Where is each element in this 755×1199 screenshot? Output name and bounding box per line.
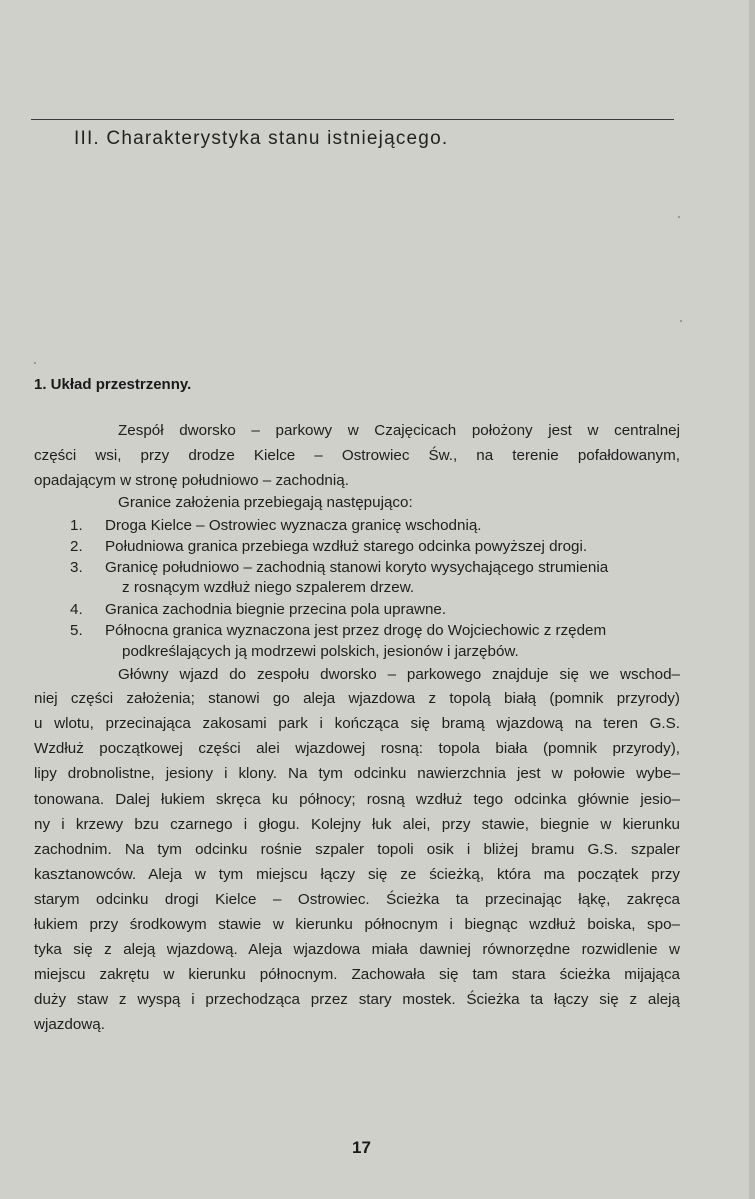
paragraph-line: tonowana. Dalej łukiem skręca ku północy; rosną wzdłuż tego odcinka głównie jesio– [34,791,680,808]
list-item-text: Granica zachodnia biegnie przecina pola uprawne. [105,601,447,618]
list-item-text: Granicę południowo – zachodnią stanowi koryto wysychającego strumienia [105,559,609,576]
chapter-title: III. Charakterystyka stanu istniejącego. [74,128,449,149]
paragraph-line: starym odcinku drogi Kielce – Ostrowiec. Ścieżka ta przecinając łąkę, zakręca [34,891,680,908]
list-item-number: 4. [70,601,83,618]
list-item-number: 2. [70,538,83,555]
scan-speck [680,320,682,322]
paragraph-line: Wzdłuż początkowej części alei wjazdowej rosną: topola biała (pomnik przyrody), [34,740,680,757]
scan-speck [34,362,36,364]
paragraph-line: ny i krzewy bzu czarnego i głogu. Kolejny łuk alei, przy stawie, biegnie w kierunku [34,816,680,833]
paragraph-line: tyka się z aleją wjazdową. Aleja wjazdowa miała dawniej równorzędne rozwidlenie w [34,941,680,958]
boundaries-intro: Granice założenia przebiegają następująco: [118,494,413,511]
list-item-number: 5. [70,622,83,639]
section-heading: 1. Układ przestrzenny. [34,376,192,393]
list-item-text: podkreślających ją modrzewi polskich, jesionów i jarzębów. [122,643,519,660]
paragraph-line: lipy drobnolistne, jesiony i klony. Na tym odcinku nawierzchnia jest w połowie wybe– [34,765,680,782]
paragraph-line: łukiem przy środkowym stawie w kierunku północnym i biegnąc wzdłuż boiska, spo– [34,916,680,933]
intro-line: opadającym w stronę południowo – zachodnią. [34,472,349,489]
list-item-number: 1. [70,517,83,534]
paragraph-line: duży staw z wyspą i przechodząca przez stary mostek. Ścieżka ta łączy się z aleją [34,991,680,1008]
scan-speck [678,216,680,218]
paragraph-line: miejscu zakrętu w kierunku północnym. Zachowała się tam stara ścieżka mijająca [34,966,680,983]
page-number: 17 [352,1138,371,1157]
list-item-text: Droga Kielce – Ostrowiec wyznacza granicę wschodnią. [105,517,482,534]
list-item-text: Północna granica wyznaczona jest przez drogę do Wojciechowic z rzędem [105,622,607,639]
list-item-number: 3. [70,559,83,576]
list-item-text: Południowa granica przebiega wzdłuż starego odcinka powyższej drogi. [105,538,588,555]
list-item-text: z rosnącym wzdłuż niego szpalerem drzew. [122,579,415,596]
intro-line: Zespół dworsko – parkowy w Czajęcicach położony jest w centralnej [118,422,680,439]
intro-line: części wsi, przy drodze Kielce – Ostrowiec Św., na terenie pofałdowanym, [34,447,680,464]
paragraph-line: u wlotu, przecinająca zakosami park i kończąca się bramą wjazdową na teren G.S. [34,715,680,732]
paragraph-line: Główny wjazd do zespołu dworsko – parkowego znajduje się we wschod– [118,666,680,683]
header-rule [31,119,674,120]
paragraph-line: niej części założenia; stanowi go aleja wjazdowa z topolą białą (pomnik przyrody) [34,690,680,707]
paragraph-line: kasztanowców. Aleja w tym miejscu łączy się ze ścieżką, która ma początek przy [34,866,680,883]
page-edge-shadow [749,0,755,1199]
paragraph-line: wjazdową. [34,1016,105,1033]
paragraph-line: zachodnim. Na tym odcinku rośnie szpaler topoli osik i bliżej bramu G.S. szpaler [34,841,680,858]
